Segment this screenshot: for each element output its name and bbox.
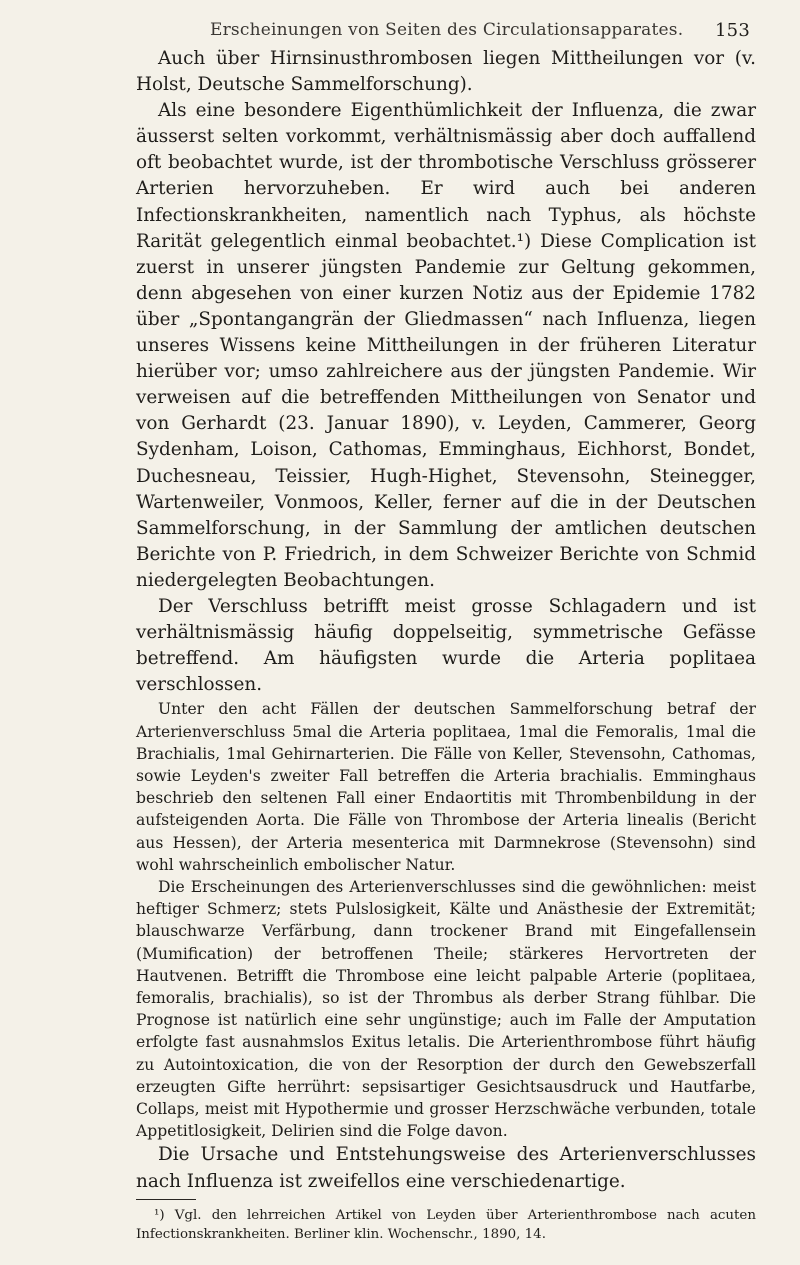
paragraph-verschluss: Der Verschluss betrifft meist grosse Schlagadern und ist verhältnismässig häufig doppelseitig, symmetrische Gefässe betreffend. Am häufigsten wurde die Arteria poplitaea verschlossen. — [136, 595, 756, 696]
footnote: ¹) Vgl. den lehrreichen Artikel von Leyden über Arterienthrombose nach acuten Infectionskrankheiten. Berliner klin. Wochenschr., 1890, 14. — [136, 1207, 756, 1242]
paragraph-ursache: Die Ursache und Entstehungsweise des Arterienverschlusses nach Influenza ist zweifellos eine verschiedenartige. — [136, 1144, 756, 1192]
paragraph-arterial-occlusion: Als eine besondere Eigenthümlichkeit der Influenza, die zwar äusserst selten vorkommt, verhältnismässig aber doch auffallend oft beobachtet wurde, ist der thrombotische Verschluss grösserer Arterien hervorzuheben. Er wird auch bei anderen Infectionskrankheiten, namentlich nach Typhus, als höchste Rarität gelegentlich einmal beobachtet.¹) Diese Complication ist zuerst in unserer jüngsten Pandemie zur Geltung gekommen, denn abgesehen von einer kurzen Notiz aus der Epidemie 1782 über „Spontangangrän der Gliedmassen“ nach Influenza, liegen unseres Wissens keine Mittheilungen in der früheren Literatur hierüber vor; umso zahlreichere aus der jüngsten Pandemie. Wir verweisen auf die betreffenden Mittheilungen von Senator und von Gerhardt (23. Januar 1890), v. Leyden, Cammerer, Georg Sydenham, Loison, Cathomas, Emminghaus, Eichhorst, Bondet, Duchesneau, Teissier, Hugh-Highet, Stevensohn, Steinegger, Wartenweiler, Vonmoos, Keller, ferner auf die in der Deutschen Sammelforschung, in der Sammlung der amtlichen deutschen Berichte von P. Friedrich, in dem Schweizer Berichte von Schmid niedergelegten Beobachtungen. — [136, 100, 756, 591]
page-number: 153 — [715, 20, 750, 41]
closing-text — [136, 1142, 756, 1194]
running-title: Erscheinungen von Seiten des Circulationsapparates. — [210, 20, 684, 40]
small-print-block — [136, 698, 756, 1142]
main-text — [136, 46, 756, 698]
paragraph-hirnsinus: Auch über Hirnsinusthrombosen liegen Mittheilungen vor (v. Holst, Deutsche Sammelforschung). — [136, 48, 756, 96]
page-header — [136, 12, 756, 46]
paragraph-sammelforschung-cases: Unter den acht Fällen der deutschen Sammelforschung betraf der Arterienverschluss 5mal die Arteria poplitaea, 1mal die Femoralis, 1mal die Brachialis, 1mal Gehirnarterien. Die Fälle von Keller, Stevensohn, Cathomas, sowie Leyden's zweiter Fall betreffen die Arteria brachialis. Emminghaus beschrieb den seltenen Fall einer Endaortitis mit Thrombenbildung in der aufsteigenden Aorta. Die Fälle von Thrombose der Arteria linealis (Bericht aus Hessen), der Arteria mesenterica mit Darmnekrose (Stevensohn) sind wohl wahrscheinlich embolischer Natur. — [136, 700, 756, 874]
paragraph-symptoms: Die Erscheinungen des Arterienverschlusses sind die gewöhnlichen: meist heftiger Schmerz; stets Pulslosigkeit, Kälte und Anästhesie der Extremität; blauschwarze Verfärbung, dann trockener Brand mit Eingefallensein (Mumification) der betroffenen Theile; stärkeres Hervortreten der Hautvenen. Betrifft die Thrombose eine leicht palpable Arterie (poplitaea, femoralis, brachialis), so ist der Thrombus als derber Strang fühlbar. Die Prognose ist natürlich eine sehr ungünstige; auch im Falle der Amputation erfolgte fast ausnahmslos Exitus letalis. Die Arterienthrombose führt häufig zu Autointoxication, die von der Resorption der durch den Gewebszerfall erzeugten Gifte herrührt: sepsisartiger Gesichtsausdruck und Hautfarbe, Collaps, meist mit Hypothermie und grosser Herzschwäche verbunden, totale Appetitlosigkeit, Delirien sind die Folge davon. — [136, 877, 756, 1141]
footnote-divider — [136, 1199, 196, 1200]
